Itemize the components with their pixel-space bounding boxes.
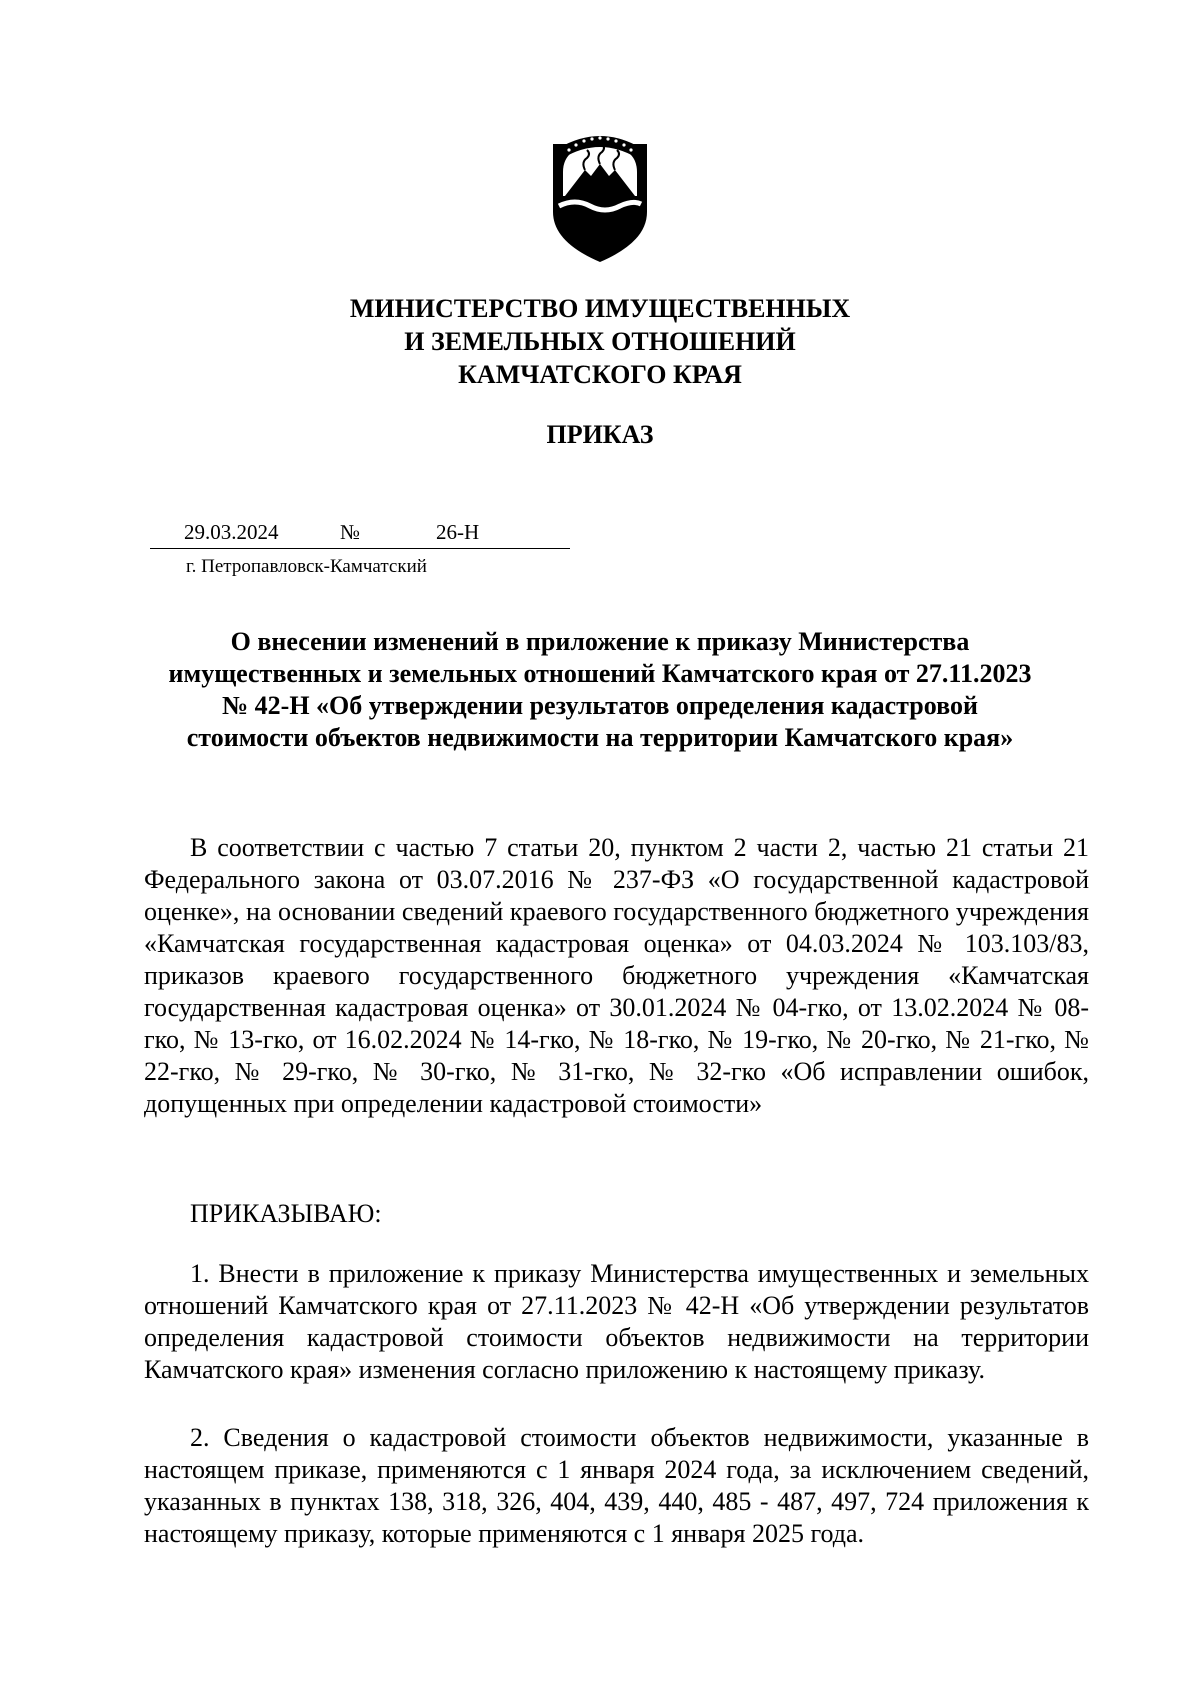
number-sign: № <box>340 520 361 544</box>
document-type-title: ПРИКАЗ <box>546 420 654 449</box>
order-word: ПРИКАЗЫВАЮ: <box>190 1199 382 1228</box>
order-subject-line1: О внесении изменений в приложение к приказу Министерства <box>230 627 970 656</box>
kamchatka-coat-of-arms-icon <box>545 124 655 264</box>
order-item-1: 1. Внести в приложение к приказу Министерства имущественных и земельных отношений Камчатского края от 27.11.2023 № 42-Н «Об утверждении результатов определения кадастровой стоимости объектов недвижимости на территории Камчатского края» изменения согласно приложению к настоящему приказу. <box>144 1259 1089 1384</box>
order-subject-line4: стоимости объектов недвижимости на территории Камчатского края» <box>186 723 1014 752</box>
legal-basis-paragraph: В соответствии с частью 7 статьи 20, пунктом 2 части 2, частью 21 статьи 21 Федерального закона от 03.07.2016 № 237-ФЗ «О государственной кадастровой оценке», на основании сведений краевого государственного бюджетного учреждения «Камчатская государственная кадастровая оценка» от 04.03.2024 № 103.103/83, приказов краевого государственного бюджетного учреждения «Камчатская государственная кадастровая оценка» от 30.01.2024 № 04-гко, от 13.02.2024 № 08-гко, № 13-гко, от 16.02.2024 № 14-гко, № 18-гко, № 19-гко, № 20-гко, № 21-гко, № 22-гко, № 29-гко, № 30-гко, № 31-гко, № 32-гко «Об исправлении ошибок, допущенных при определении кадастровой стоимости» <box>144 833 1089 1118</box>
order-number: 26-Н <box>436 520 480 544</box>
ministry-name <box>0 292 1200 391</box>
order-subject-line3: № 42-Н «Об утверждении результатов определения кадастровой <box>222 691 978 720</box>
ministry-name-line3: КАМЧАТСКОГО КРАЯ <box>458 360 742 389</box>
city-name: г. Петропавловск-Камчатский <box>186 556 427 577</box>
ministry-name-line1: МИНИСТЕРСТВО ИМУЩЕСТВЕННЫХ <box>349 294 851 323</box>
order-date: 29.03.2024 <box>184 520 279 544</box>
order-subject <box>110 626 1090 754</box>
ministry-name-line2: И ЗЕМЕЛЬНЫХ ОТНОШЕНИЙ <box>404 327 796 356</box>
order-item-2: 2. Сведения о кадастровой стоимости объектов недвижимости, указанные в настоящем приказе, применяются с 1 января 2024 года, за исключением сведений, указанных в пунктах 138, 318, 326, 404, 439, 440, 485 - 487, 497, 724 приложения к настоящему приказу, которые применяются с 1 января 2025 года. <box>144 1423 1089 1548</box>
registration-line <box>150 518 570 549</box>
order-subject-line2: имущественных и земельных отношений Камчатского края от 27.11.2023 <box>168 659 1032 688</box>
registration-block <box>150 518 570 577</box>
